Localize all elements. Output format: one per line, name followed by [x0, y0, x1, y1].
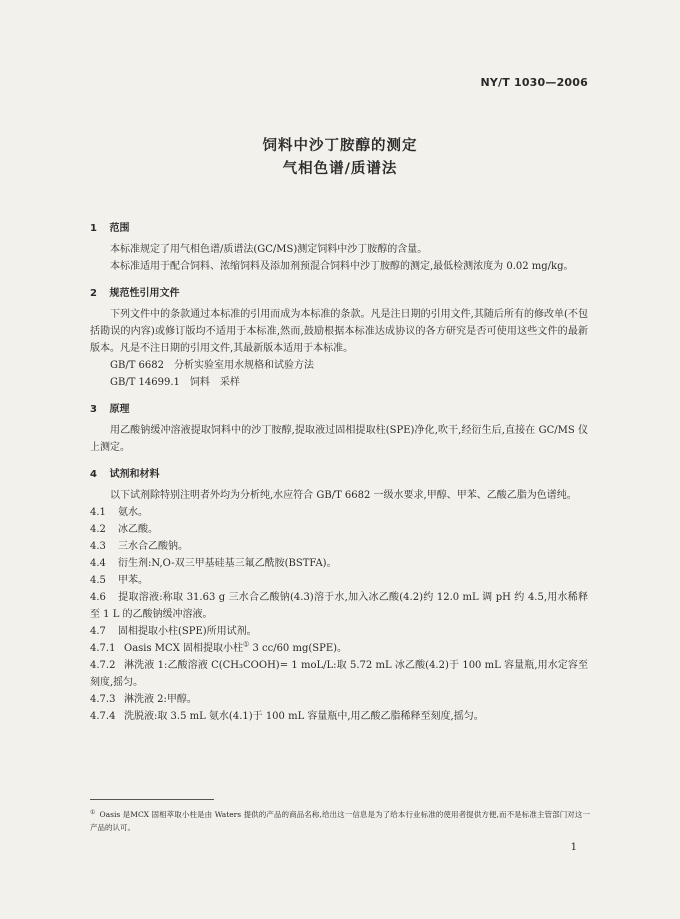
section-number: 3: [90, 404, 97, 415]
list-item: [90, 589, 588, 623]
item-text: 3 cc/60 mg(SPE)。: [249, 643, 348, 654]
item-number: 4.7.3: [90, 694, 116, 705]
document-title: 饲料中沙丁胺醇的测定: [262, 138, 418, 154]
list-item: [90, 708, 588, 725]
section-number: 2: [90, 288, 97, 299]
list-item: [90, 572, 588, 589]
footnote-mark: ①: [90, 808, 96, 816]
document-subtitle: 气相色谱/质谱法: [282, 161, 398, 177]
list-item: [90, 521, 588, 538]
document-body: [90, 220, 588, 725]
list-item: [90, 538, 588, 555]
item-text: 衍生剂:N,O-双三甲基硅基三氟乙酰胺(BSTFA)。: [118, 558, 337, 569]
reference-item: GB/T 14699.1 饲料 采样: [110, 377, 240, 388]
section-title: 原理: [109, 404, 130, 415]
footnote: [90, 808, 590, 834]
item-text: 三水合乙酸钠。: [118, 541, 188, 552]
paragraph: 本标准规定了用气相色谱/质谱法(GC/MS)测定饲料中沙丁胺醇的含量。: [110, 244, 428, 255]
item-text: 氨水。: [118, 507, 148, 518]
section-title: 试剂和材料: [109, 469, 160, 480]
item-number: 4.4: [90, 558, 106, 569]
section-heading-scope: [90, 220, 588, 237]
item-text: Oasis MCX 固相提取小柱: [124, 643, 243, 654]
item-number: 4.7.2: [90, 660, 116, 671]
item-number: 4.7.1: [90, 643, 116, 654]
section-title: 范围: [109, 223, 130, 234]
section-heading-principle: [90, 401, 588, 418]
item-text: 提取溶液:称取 31.63 g 三水合乙酸钠(4.3)溶于水,加入冰乙酸(4.2)约 12.0 mL 调 pH 约 4.5,用水稀释至 1 L 的乙酸钠缓冲溶液。: [90, 592, 588, 620]
item-number: 4.6: [90, 592, 106, 603]
section-number: 1: [90, 223, 97, 234]
item-text: 甲苯。: [118, 575, 148, 586]
footnote-marker[interactable]: ①: [243, 640, 250, 649]
section-title: 规范性引用文件: [109, 288, 180, 299]
list-item: [90, 640, 588, 657]
paragraph: 以下试剂除特别注明者外均为分析纯,水应符合 GB/T 6682 一级水要求,甲醇、甲苯、乙酸乙脂为色谱纯。: [110, 490, 577, 501]
item-text: 固相提取小柱(SPE)所用试剂。: [118, 626, 257, 637]
list-item: [90, 555, 588, 572]
item-text: 淋洗液 1:乙酸溶液 C(CH₃COOH)= 1 moL/L:取 5.72 mL 冰乙酸(4.2)于 100 mL 容量瓶,用水定容至刻度,摇匀。: [90, 660, 588, 688]
footnote-divider: [90, 799, 214, 800]
list-item: [90, 504, 588, 521]
section-heading-normative-references: [90, 285, 588, 302]
item-number: 4.7: [90, 626, 106, 637]
section-number: 4: [90, 469, 97, 480]
paragraph: 本标准适用于配合饲料、浓缩饲料及添加剂预混合饲料中沙丁胺醇的测定,最低检测浓度为 0.02 mg/kg。: [110, 261, 574, 272]
paragraph: 用乙酸钠缓冲溶液提取饲料中的沙丁胺醇,提取液过固相提取柱(SPE)净化,吹干,经衍生后,直接在 GC/MS 仪上测定。: [90, 425, 588, 453]
item-number: 4.3: [90, 541, 106, 552]
reference-item: GB/T 6682 分析实验室用水规格和试验方法: [110, 360, 315, 371]
list-item: [90, 691, 588, 708]
footnote-text: Oasis 是MCX 固相萃取小柱是由 Waters 提供的产品的商品名称,给出这一信息是为了给本行业标准的使用者提供方便,而不是标准主管部门对这一产品的认可。: [90, 810, 590, 832]
item-number: 4.7.4: [90, 711, 116, 722]
item-text: 淋洗液 2:甲醇。: [124, 694, 197, 705]
item-number: 4.2: [90, 524, 106, 535]
item-text: 洗脱液:取 3.5 mL 氨水(4.1)于 100 mL 容量瓶中,用乙酸乙脂稀释至刻度,摇匀。: [124, 711, 484, 722]
standard-number: NY/T 1030—2006: [480, 76, 588, 89]
item-number: 4.1: [90, 507, 106, 518]
item-text: 冰乙酸。: [118, 524, 158, 535]
item-number: 4.5: [90, 575, 106, 586]
paragraph: 下列文件中的条款通过本标准的引用而成为本标准的条款。凡是注日期的引用文件,其随后所有的修改单(不包括勘误的内容)或修订版均不适用于本标准,然而,鼓励根据本标准达成协议的各方研究是否可使用这些文件的最新版本。凡是不注日期的引用文件,其最新版本适用于本标准。: [90, 309, 588, 354]
page-number: 1: [570, 842, 577, 853]
list-item: [90, 623, 588, 640]
list-item: [90, 657, 588, 691]
section-heading-reagents: [90, 466, 588, 483]
